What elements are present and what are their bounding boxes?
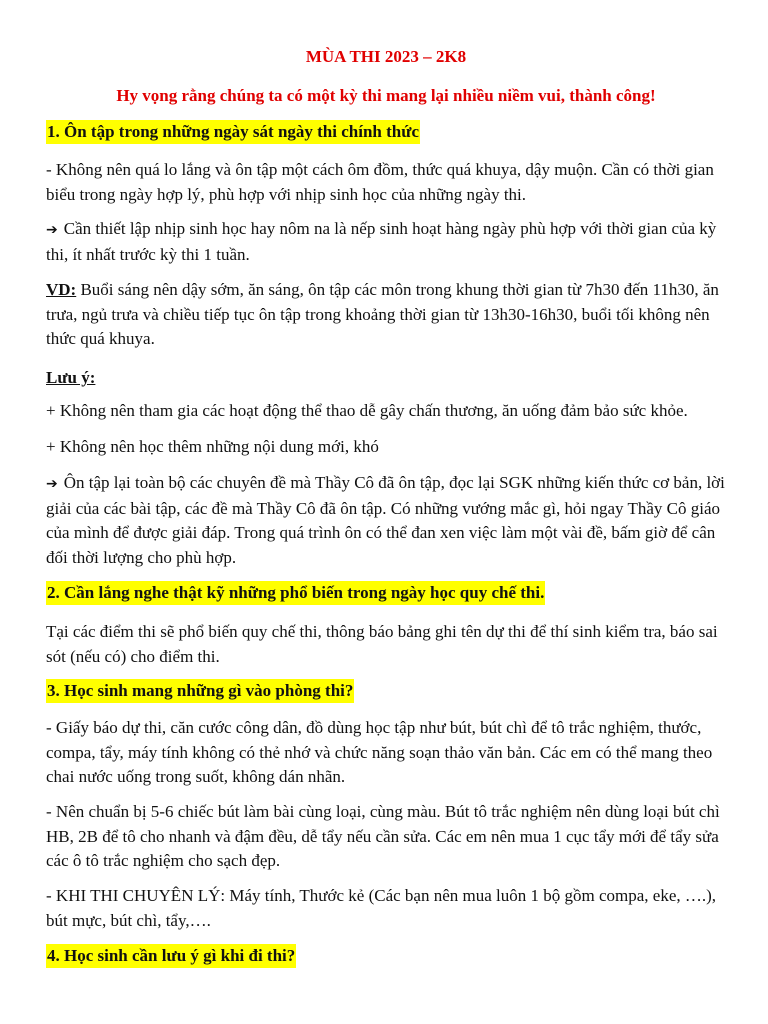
section-1-paragraph-3: ➔ Ôn tập lại toàn bộ các chuyên đề mà Thầy Cô đã ôn tập, đọc lại SGK những kiến thức cơ bản, lời giải của các bài tập, các đề mà Thầy Cô đã ôn tập. Có những vướng mắc gì, hỏi ngay Thầy Cô giáo của mình để được giải đáp. Trong quá trình ôn có thể đan xen việc làm một vài đề, bấm giờ để cân đối thời lượng cho phù hợp. — [46, 473, 725, 567]
section-3-paragraph-1: - Giấy báo dự thi, căn cước công dân, đồ dùng học tập như bút, bút chì để tô trắc nghiệm, thước, compa, tẩy, máy tính không có thẻ nhớ và chức năng soạn thảo văn bản. Các em có thể mang theo chai nước uống trong suốt, không dán nhãn. — [46, 718, 713, 786]
section-1-paragraph-1: - Không nên quá lo lắng và ôn tập một cách ôm đồm, thức quá khuya, dậy muộn. Cần có thời gian biểu trong ngày hợp lý, phù hợp với nhịp sinh học của những ngày thi. — [46, 160, 714, 204]
example-label: VD: — [46, 280, 77, 299]
note-item-2: + Không nên học thêm những nội dung mới, khó — [46, 437, 379, 456]
arrow-right-icon: ➔ — [46, 476, 58, 492]
section-3-paragraph-3: - KHI THI CHUYÊN LÝ: Máy tính, Thước kẻ (Các bạn nên mua luôn 1 bộ gồm compa, eke, ….), bút mực, bút chì, tẩy,…. — [46, 886, 717, 930]
section-3-paragraph-2: - Nên chuẩn bị 5-6 chiếc bút làm bài cùng loại, cùng màu. Bút tô trắc nghiệm nên dùng loại bút chì HB, 2B để tô cho nhanh và đậm đều, dễ tẩy nếu cần sửa. Các em nên mua 1 cục tẩy mới để tẩy sửa các ô tô trắc nghiệm cho sạch đẹp. — [46, 802, 720, 870]
note-label: Lưu ý: — [46, 368, 96, 387]
document-subtitle: Hy vọng rằng chúng ta có một kỳ thi mang lại nhiều niềm vui, thành công! — [116, 86, 656, 105]
document-title: MÙA THI 2023 – 2K8 — [305, 47, 467, 66]
section-2-paragraph-1: Tại các điểm thi sẽ phổ biến quy chế thi, thông báo bảng ghi tên dự thi để thí sinh kiểm tra, báo sai sót (nếu có) cho điểm thi. — [46, 622, 718, 666]
section-1-heading: 1. Ôn tập trong những ngày sát ngày thi chính thức — [46, 120, 420, 144]
section-4-heading: 4. Học sinh cần lưu ý gì khi đi thi? — [46, 944, 296, 968]
section-3-heading: 3. Học sinh mang những gì vào phòng thi? — [46, 679, 354, 703]
section-1-paragraph-2: ➔ Cần thiết lập nhịp sinh học hay nôm na là nếp sinh hoạt hàng ngày phù hợp với thời gian của kỳ thi, ít nhất trước kỳ thi 1 tuần. — [46, 219, 717, 264]
note-item-1: + Không nên tham gia các hoạt động thể thao dễ gây chấn thương, ăn uống đảm bảo sức khỏe. — [46, 401, 688, 420]
arrow-right-icon: ➔ — [46, 222, 58, 238]
section-2-heading: 2. Cần lắng nghe thật kỹ những phổ biến trong ngày học quy chế thi. — [46, 581, 545, 605]
section-1-example: VD: Buổi sáng nên dậy sớm, ăn sáng, ôn tập các môn trong khung thời gian từ 7h30 đến 11h30, ăn trưa, ngủ trưa và chiều tiếp tục ôn tập trong khoảng thời gian từ 13h30-16h30, buổi tối không nên thức quá khuya. — [46, 280, 719, 348]
